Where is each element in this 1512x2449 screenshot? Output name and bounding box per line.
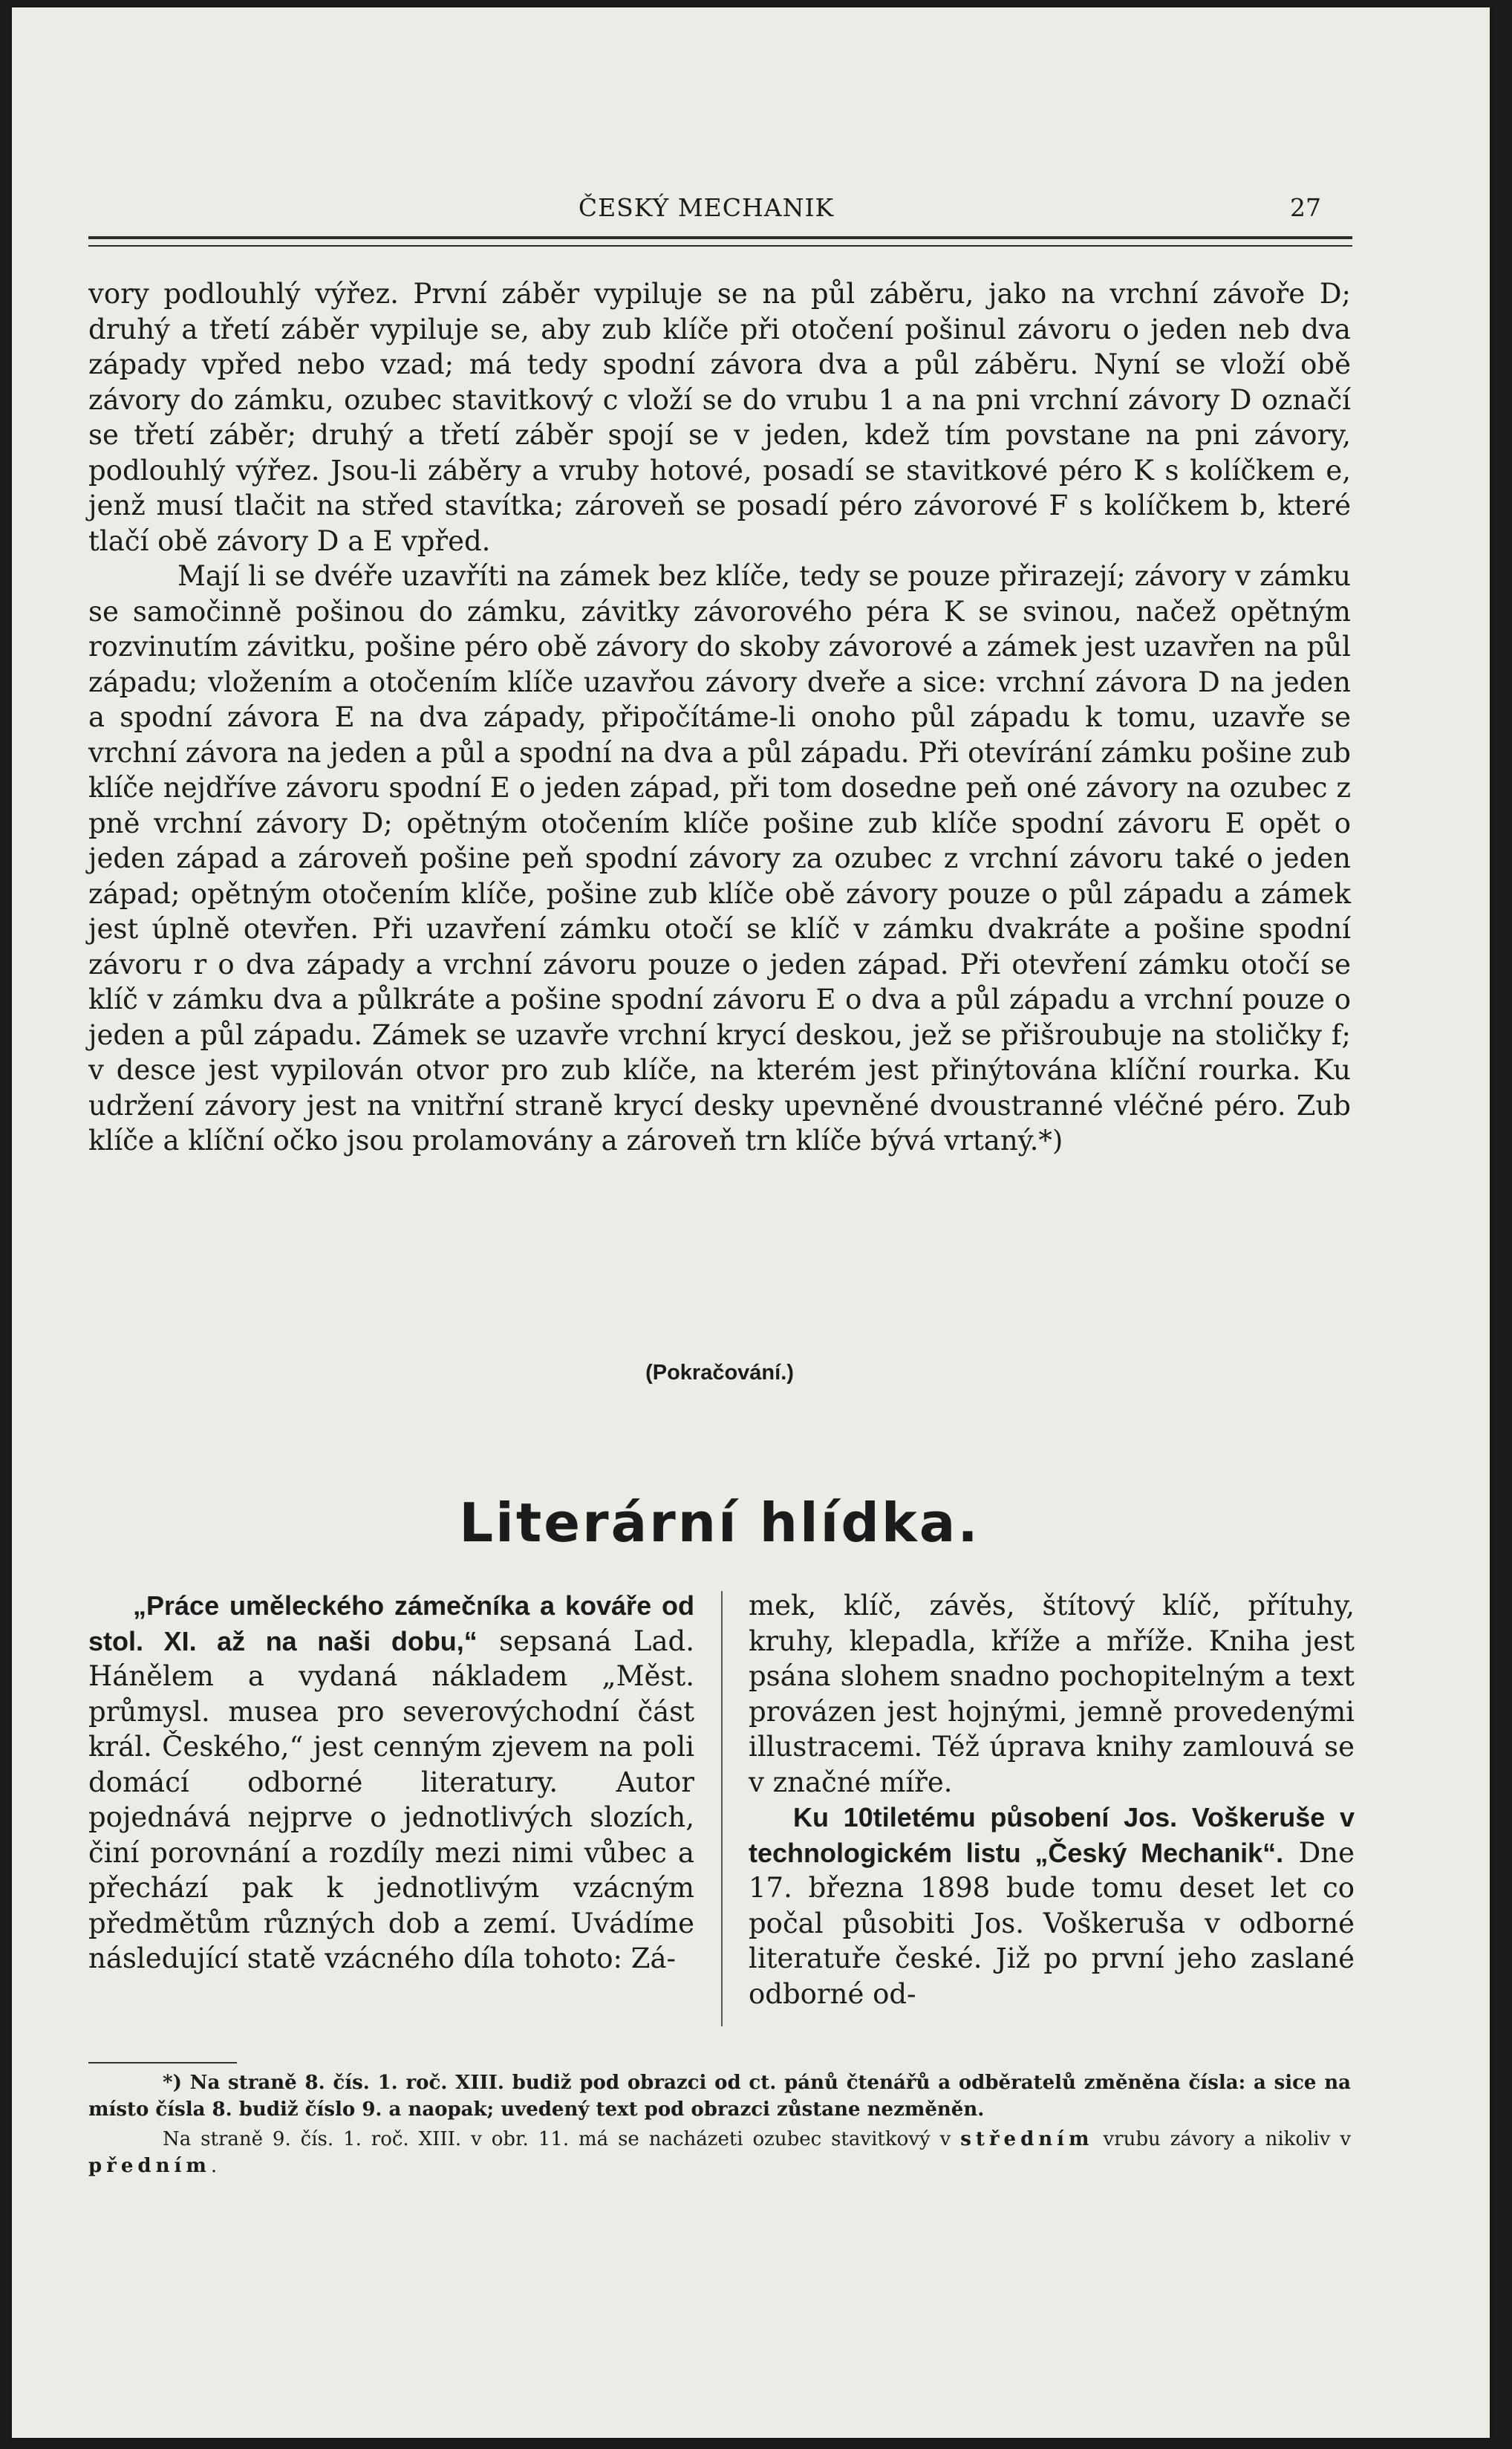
right-column [749, 1588, 1355, 2011]
footnotes [88, 2069, 1351, 2182]
footnote-2-emph-1: středním [960, 2128, 1094, 2150]
page [12, 7, 1490, 2438]
header-rule-thick [88, 236, 1352, 239]
running-header [91, 193, 1321, 232]
article-paragraph-1: vory podlouhlý výřez. První záběr vypiluje se na půl záběru, jako na vrchní závoře D; druhý a třetí záběr vypiluje se, aby zub klíče při otočení pošinul závoru o jeden neb dva západy vpřed nebo vzad; má tedy spodní závora dva a půl záběru. Nyní se vloží obě závory do zámku, ozubec stavitkový c vloží se do vrubu 1 a na pni vrchní závory D označí se třetí záběr; druhý a třetí záběr spojí se v jeden, kdež tím povstane na pni závory, podlouhlý výřez. Jsou-li záběry a vruby hotové, posadí se stavitkové péro K s kolíčkem e, jenž musí tlačit na střed stavítka; zároveň se posadí péro závorové F s kolíčkem b, které tlačí obě závory D a E vpřed. [88, 278, 1351, 557]
review-2-text: Dne 17. března 1898 bude tomu deset let co počal působiti Jos. Voškeruša v odborné literatuře české. Již po první jeho zaslané odborné od- [749, 1836, 1355, 2010]
review-2-title: Ku 10tiletému působení Jos. Voškeruše v technologickém listu „Český Mechanik“. [749, 1802, 1355, 1868]
column-divider [721, 1591, 723, 2026]
review-2-paragraph [749, 1800, 1355, 2011]
article-body [88, 276, 1351, 1159]
footnote-2-prefix: Na straně 9. čís. 1. roč. XIII. v obr. 11. má se nacházeti ozubec stavitkový v [163, 2128, 961, 2150]
article-paragraph-2: Mají li se dvéře uzavříti na zámek bez klíče, tedy se pouze přirazejí; závory v zámku se samočinně pošinou do zámku, závitky závorového péra K se svinou, načež opětným rozvinutím závitku, pošine péro obě závory do skoby závorové a zámek jest uzavřen na půl západu; vložením a otočením klíče uzavřou závory dveře a sice: vrchní závora D na jeden a spodní závora E na dva západy, připočítáme-li onoho půl západu k tomu, uzavře se vrchní závora na jeden a půl a spodní na dva a půl západu. Při otevírání zámku pošine zub klíče nejdříve závoru spodní E o jeden západ, při tom dosedne peň oné závory na ozubec z pně vrchní závory D; opětným otočením klíče pošine zub klíče spodní závoru E opět o jeden západ a zároveň pošine peň spodní závory za ozubec z vrchní závoru také o jeden západ; opětným otočením klíče, pošine zub klíče obě závory pouze o půl západu a zámek jest úplně otevřen. Při uzavření zámku otočí se klíč v zámku dvakráte a pošine spodní závoru r o dva západy a vrchní závoru pouze o jeden západ. Při otevření zámku otočí se klíč v zámku dva a půlkráte a pošine spodní závoru E o dva a půl západu a vrchní pouze o jeden a půl západu. Zámek se uzavře vrchní krycí deskou, jež se přišroubuje na stoličky f; v desce jest vypilován otvor pro zub klíče, na kterém jest přinýtována klíční rourka. Ku udržení závory jest na vnitřní straně krycí desky upevněné dvoustranné vléčné péro. Zub klíče a klíční očko jsou prolamovány a zároveň trn klíče bývá vrtaný.*) [88, 560, 1351, 1157]
header-rule-thin [88, 245, 1352, 247]
review-1-text-left: sepsaná Lad. Hánělem a vydaná nákladem „Měst. průmysl. musea pro severovýchodní část král. Českého,“ jest cenným zjevem na poli domácí odborné literatury. Autor pojednává nejprve o jednotlivých slozích, činí porovnání a rozdíly mezi nimi vůbec a přechází pak k jednotlivým vzácným předmětům různých dob a zemí. Uvádíme následující statě vzácného díla tohoto: Zá- [88, 1624, 694, 1974]
section-title: Literární hlídka. [459, 1492, 980, 1554]
review-1-title: „Práce uměleckého zámečníka a kováře od stol. XI. až na naši dobu,“ [88, 1590, 694, 1656]
footnote-rule [88, 2062, 237, 2063]
footnote-2 [88, 2126, 1351, 2179]
review-1-paragraph [88, 1588, 694, 1977]
journal-title: ČESKÝ MECHANIK [578, 193, 835, 222]
footnote-2-emph-2: předním [88, 2155, 211, 2177]
footnote-1: *) Na straně 8. čís. 1. roč. XIII. budiž pod obrazci od ct. pánů čtenářů a odběratelů změněna čísla: a sice na místo čísla 8. budiž číslo 9. a naopak; uvedený text pod obrazci zůstane nezměněn. [88, 2072, 1351, 2121]
footnote-2-middle: vrubu závory a nikoliv v [1093, 2128, 1352, 2150]
footnote-2-suffix: . [210, 2155, 218, 2177]
continued-note: (Pokračování.) [645, 1361, 794, 1385]
review-1-continuation: mek, klíč, závěs, štítový klíč, přítuhy, kruhy, klepadla, kříže a mříže. Kniha jest psána slohem snadno pochopitelným a text provázen jest hojnými, jemně provedenými illustracemi. Též úprava knihy zamlouvá se v značné míře. [749, 1590, 1355, 1798]
left-column [88, 1588, 694, 1977]
page-number: 27 [1290, 193, 1321, 222]
